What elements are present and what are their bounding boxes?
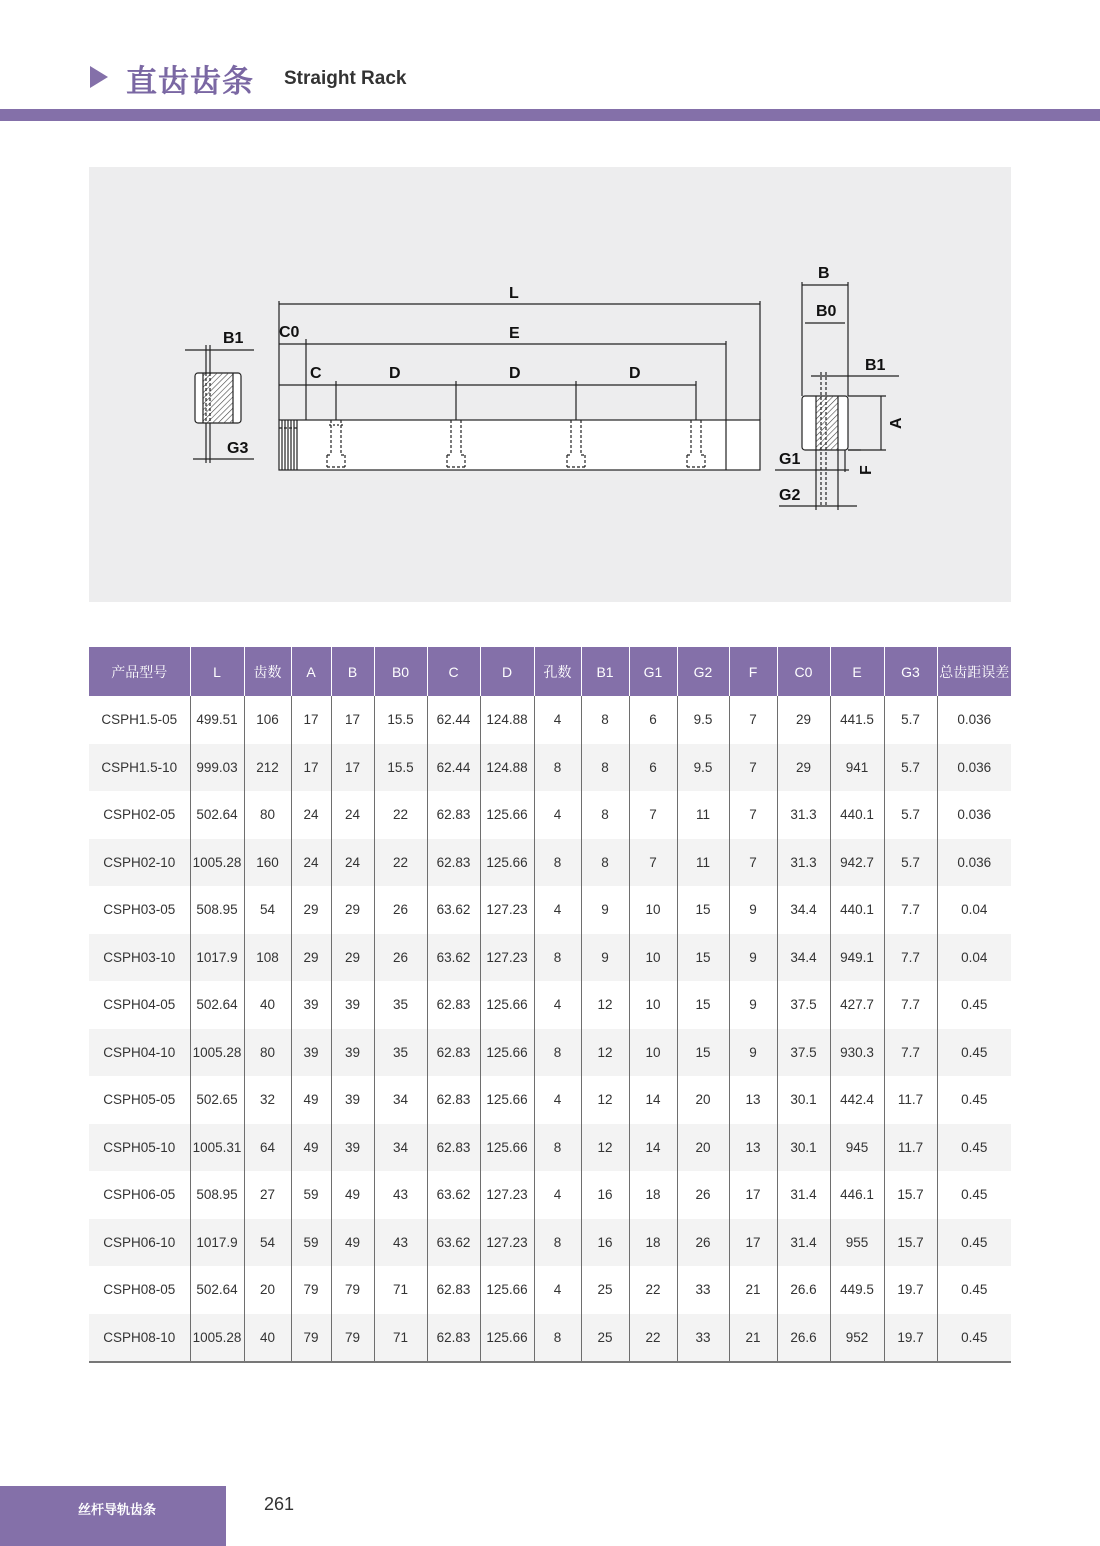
table-cell: 7 xyxy=(729,744,777,792)
table-cell: 26.6 xyxy=(777,1266,830,1314)
table-row xyxy=(89,981,1011,1029)
table-cell: 0.036 xyxy=(937,839,1011,887)
table-cell: 26 xyxy=(677,1219,729,1267)
table-cell: 8 xyxy=(581,839,629,887)
table-cell: 21 xyxy=(729,1266,777,1314)
table-cell: 29 xyxy=(331,934,374,982)
table-cell: 62.44 xyxy=(427,696,480,744)
table-cell: 125.66 xyxy=(480,1314,534,1363)
spec-table xyxy=(89,647,1011,1363)
table-cell: 10 xyxy=(629,1029,677,1077)
table-cell: 7.7 xyxy=(884,886,937,934)
model-cell: CSPH05-05 xyxy=(103,1092,176,1108)
table-cell: 127.23 xyxy=(480,1171,534,1219)
table-cell: 34 xyxy=(374,1124,427,1172)
dim-label-b: B xyxy=(818,265,830,282)
page-title-en: Straight Rack xyxy=(284,68,407,89)
table-cell: 62.83 xyxy=(427,839,480,887)
table-cell: 942.7 xyxy=(830,839,884,887)
table-cell: 11 xyxy=(677,839,729,887)
table-cell: 8 xyxy=(534,1314,581,1363)
table-cell: 8 xyxy=(534,1124,581,1172)
table-cell: 62.83 xyxy=(427,791,480,839)
table-cell: 502.64 xyxy=(190,791,244,839)
table-cell: 4 xyxy=(534,1266,581,1314)
table-cell: 442.4 xyxy=(830,1076,884,1124)
model-cell: CSPH02-10 xyxy=(89,839,190,887)
table-cell: 80 xyxy=(244,1029,291,1077)
table-cell: 955 xyxy=(830,1219,884,1267)
column-header: G2 xyxy=(677,647,729,696)
table-cell: 39 xyxy=(331,1076,374,1124)
table-cell: 62.83 xyxy=(427,981,480,1029)
table-cell: 35 xyxy=(374,1029,427,1077)
table-cell: 1017.9 xyxy=(190,1219,244,1267)
table-cell: 49 xyxy=(331,1219,374,1267)
table-cell: 7 xyxy=(729,696,777,744)
table-cell: 4 xyxy=(534,791,581,839)
table-cell: 21 xyxy=(729,1314,777,1363)
table-cell: 62.83 xyxy=(427,1266,480,1314)
table-cell: 7 xyxy=(629,791,677,839)
table-cell: 18 xyxy=(629,1219,677,1267)
table-cell: 54 xyxy=(244,1219,291,1267)
table-cell: 43 xyxy=(374,1171,427,1219)
table-cell: 49 xyxy=(291,1076,331,1124)
table-cell: 125.66 xyxy=(480,791,534,839)
table-cell: 8 xyxy=(534,1029,581,1077)
table-cell: 124.88 xyxy=(480,744,534,792)
table-row xyxy=(89,1029,1011,1077)
column-header: A xyxy=(291,647,331,696)
dim-label-d-3: D xyxy=(629,365,641,382)
table-cell: 71 xyxy=(374,1314,427,1363)
table-cell: 17 xyxy=(291,744,331,792)
table-cell: 9 xyxy=(729,934,777,982)
dim-label-e: E xyxy=(509,325,520,342)
dim-label-d-2: D xyxy=(509,365,521,382)
table-cell: 15 xyxy=(677,981,729,1029)
table-cell: 508.95 xyxy=(190,1171,244,1219)
table-cell: 446.1 xyxy=(830,1171,884,1219)
table-cell: 17 xyxy=(729,1171,777,1219)
table-cell: 125.66 xyxy=(480,1124,534,1172)
table-cell: 9 xyxy=(581,886,629,934)
table-cell: 4 xyxy=(534,1171,581,1219)
table-cell: 79 xyxy=(291,1314,331,1363)
column-header: B xyxy=(331,647,374,696)
table-cell: 952 xyxy=(830,1314,884,1363)
table-cell: 49 xyxy=(331,1171,374,1219)
technical-drawing-panel xyxy=(89,167,1011,602)
table-cell: 64 xyxy=(244,1124,291,1172)
table-cell: 29 xyxy=(331,886,374,934)
table-cell: 20 xyxy=(677,1124,729,1172)
table-cell: 0.036 xyxy=(937,696,1011,744)
table-row xyxy=(89,886,1011,934)
table-cell: 8 xyxy=(581,791,629,839)
table-cell: 4 xyxy=(534,696,581,744)
column-header: 产品型号 xyxy=(89,647,190,696)
table-cell: 12 xyxy=(581,1076,629,1124)
table-cell: 427.7 xyxy=(830,981,884,1029)
table-cell: 1005.28 xyxy=(190,839,244,887)
table-cell: 941 xyxy=(830,744,884,792)
table-cell: 499.51 xyxy=(190,696,244,744)
table-cell: 12 xyxy=(581,1029,629,1077)
table-cell: 0.04 xyxy=(937,934,1011,982)
table-cell: 12 xyxy=(581,1124,629,1172)
table-cell: 0.45 xyxy=(937,1171,1011,1219)
table-row xyxy=(89,1219,1011,1267)
table-cell: 11.7 xyxy=(884,1124,937,1172)
table-cell: 1017.9 xyxy=(190,934,244,982)
table-cell: 7.7 xyxy=(884,934,937,982)
table-cell: 29 xyxy=(291,886,331,934)
table-cell: 43 xyxy=(374,1219,427,1267)
table-cell: 14 xyxy=(629,1076,677,1124)
table-cell: 54 xyxy=(244,886,291,934)
table-cell: 24 xyxy=(291,791,331,839)
table-cell: 13 xyxy=(729,1076,777,1124)
table-cell: 71 xyxy=(374,1266,427,1314)
table-cell: 29 xyxy=(291,934,331,982)
table-cell: 16 xyxy=(581,1219,629,1267)
table-cell: 22 xyxy=(374,839,427,887)
table-cell: 26.6 xyxy=(777,1314,830,1363)
model-cell: CSPH03-05 xyxy=(103,902,176,918)
table-cell: 9.5 xyxy=(677,744,729,792)
model-cell: CSPH1.5-05 xyxy=(101,712,178,728)
table-cell: 31.3 xyxy=(777,791,830,839)
table-cell: 39 xyxy=(331,1029,374,1077)
table-cell: 62.83 xyxy=(427,1076,480,1124)
table-cell: 39 xyxy=(291,981,331,1029)
spec-table-header xyxy=(89,647,1011,696)
table-cell: 7.7 xyxy=(884,1029,937,1077)
footer-section-label: 丝杆导轨齿条 xyxy=(78,1503,157,1518)
table-cell: 0.45 xyxy=(937,1029,1011,1077)
table-cell: 9 xyxy=(729,1029,777,1077)
table-cell: 39 xyxy=(331,1124,374,1172)
table-cell: 127.23 xyxy=(480,1219,534,1267)
table-cell: 31.4 xyxy=(777,1219,830,1267)
model-cell: CSPH06-10 xyxy=(89,1219,190,1267)
table-cell: 63.62 xyxy=(427,934,480,982)
table-cell: 15.5 xyxy=(374,744,427,792)
table-cell: 31.4 xyxy=(777,1171,830,1219)
table-cell: 39 xyxy=(331,981,374,1029)
table-cell: 80 xyxy=(244,791,291,839)
column-header: B1 xyxy=(581,647,629,696)
table-cell: 25 xyxy=(581,1314,629,1363)
table-cell: 19.7 xyxy=(884,1266,937,1314)
page-title-cn: 直齿齿条 xyxy=(126,64,254,100)
table-cell: 949.1 xyxy=(830,934,884,982)
table-cell: 5.7 xyxy=(884,791,937,839)
table-cell: 34.4 xyxy=(777,886,830,934)
table-cell: 12 xyxy=(581,981,629,1029)
table-cell: 79 xyxy=(331,1314,374,1363)
table-cell: 106 xyxy=(244,696,291,744)
dim-label-g2: G2 xyxy=(779,487,801,504)
header-divider-bar xyxy=(0,109,1100,121)
model-cell: CSPH1.5-10 xyxy=(89,744,190,792)
dim-label-b1-right: B1 xyxy=(865,357,886,374)
table-cell: 40 xyxy=(244,1314,291,1363)
table-cell: 59 xyxy=(291,1219,331,1267)
table-cell: 22 xyxy=(629,1314,677,1363)
table-cell: 8 xyxy=(581,744,629,792)
table-cell: 37.5 xyxy=(777,981,830,1029)
table-cell: 7 xyxy=(729,839,777,887)
table-cell: 22 xyxy=(629,1266,677,1314)
column-header: G3 xyxy=(884,647,937,696)
table-cell: 27 xyxy=(244,1171,291,1219)
table-row xyxy=(89,839,1011,887)
dim-label-b0: B0 xyxy=(816,303,837,320)
model-cell: CSPH03-10 xyxy=(89,934,190,982)
table-cell: 40 xyxy=(244,981,291,1029)
table-cell: 0.45 xyxy=(937,1314,1011,1363)
table-cell: 125.66 xyxy=(480,981,534,1029)
table-cell: 8 xyxy=(534,1219,581,1267)
table-cell: 15 xyxy=(677,1029,729,1077)
table-cell: 441.5 xyxy=(830,696,884,744)
table-cell: 49 xyxy=(291,1124,331,1172)
table-cell: 7.7 xyxy=(884,981,937,1029)
table-cell: 440.1 xyxy=(830,886,884,934)
table-cell: 15.7 xyxy=(884,1171,937,1219)
table-cell: 9.5 xyxy=(677,696,729,744)
dim-label-f: F xyxy=(858,465,875,475)
column-header: C xyxy=(427,647,480,696)
model-cell: CSPH08-05 xyxy=(103,1282,176,1298)
table-cell: 31.3 xyxy=(777,839,830,887)
table-cell: 124.88 xyxy=(480,696,534,744)
model-cell: CSPH04-10 xyxy=(89,1029,190,1077)
table-row xyxy=(89,744,1011,792)
table-cell: 125.66 xyxy=(480,1076,534,1124)
table-cell: 125.66 xyxy=(480,1266,534,1314)
table-cell: 6 xyxy=(629,696,677,744)
table-cell: 125.66 xyxy=(480,839,534,887)
table-cell: 999.03 xyxy=(190,744,244,792)
table-cell: 5.7 xyxy=(884,744,937,792)
table-cell: 32 xyxy=(244,1076,291,1124)
table-row xyxy=(89,1171,1011,1219)
column-header: L xyxy=(190,647,244,696)
table-cell: 5.7 xyxy=(884,839,937,887)
table-header-row xyxy=(89,647,1011,696)
table-cell: 26 xyxy=(374,934,427,982)
table-cell: 30.1 xyxy=(777,1124,830,1172)
table-cell: 440.1 xyxy=(830,791,884,839)
table-cell: 1005.28 xyxy=(190,1314,244,1363)
table-cell: 62.83 xyxy=(427,1029,480,1077)
table-cell: 24 xyxy=(291,839,331,887)
table-row xyxy=(89,696,1011,744)
table-cell: 11 xyxy=(677,791,729,839)
model-cell: CSPH05-10 xyxy=(89,1124,190,1172)
table-cell: 9 xyxy=(729,886,777,934)
table-cell: 502.64 xyxy=(190,981,244,1029)
table-row xyxy=(89,1124,1011,1172)
table-cell: 7 xyxy=(729,791,777,839)
table-cell: 0.04 xyxy=(937,886,1011,934)
table-row xyxy=(89,934,1011,982)
table-cell: 34 xyxy=(374,1076,427,1124)
table-cell: 6 xyxy=(629,744,677,792)
table-cell: 24 xyxy=(331,839,374,887)
model-cell: CSPH02-05 xyxy=(103,807,176,823)
table-cell: 10 xyxy=(629,934,677,982)
table-cell: 29 xyxy=(777,744,830,792)
column-header: 总齿距误差 xyxy=(937,647,1011,696)
table-cell: 29 xyxy=(777,696,830,744)
table-cell: 0.45 xyxy=(937,981,1011,1029)
column-header: F xyxy=(729,647,777,696)
dim-label-l: L xyxy=(509,285,519,302)
table-cell: 30.1 xyxy=(777,1076,830,1124)
table-cell: 17 xyxy=(331,696,374,744)
table-cell: 9 xyxy=(581,934,629,982)
table-cell: 108 xyxy=(244,934,291,982)
column-header: G1 xyxy=(629,647,677,696)
table-cell: 39 xyxy=(291,1029,331,1077)
table-cell: 449.5 xyxy=(830,1266,884,1314)
table-row xyxy=(89,791,1011,839)
table-cell: 508.95 xyxy=(190,886,244,934)
table-cell: 26 xyxy=(677,1171,729,1219)
table-cell: 10 xyxy=(629,886,677,934)
column-header: E xyxy=(830,647,884,696)
table-cell: 25 xyxy=(581,1266,629,1314)
table-cell: 212 xyxy=(244,744,291,792)
table-cell: 0.45 xyxy=(937,1219,1011,1267)
dim-label-d-1: D xyxy=(389,365,401,382)
table-cell: 502.64 xyxy=(190,1266,244,1314)
table-cell: 5.7 xyxy=(884,696,937,744)
dim-label-g3: G3 xyxy=(227,440,249,457)
table-cell: 15 xyxy=(677,886,729,934)
table-cell: 18 xyxy=(629,1171,677,1219)
table-cell: 15.5 xyxy=(374,696,427,744)
table-cell: 33 xyxy=(677,1314,729,1363)
table-cell: 8 xyxy=(534,839,581,887)
table-cell: 127.23 xyxy=(480,886,534,934)
column-header: C0 xyxy=(777,647,830,696)
table-cell: 15.7 xyxy=(884,1219,937,1267)
table-cell: 4 xyxy=(534,981,581,1029)
table-cell: 33 xyxy=(677,1266,729,1314)
table-cell: 20 xyxy=(677,1076,729,1124)
table-cell: 17 xyxy=(331,744,374,792)
dim-label-g1: G1 xyxy=(779,451,801,468)
page-number: 261 xyxy=(264,1494,295,1514)
dim-label-c0: C0 xyxy=(279,324,300,341)
model-cell: CSPH04-05 xyxy=(103,997,176,1013)
triangle-right-icon xyxy=(90,66,108,88)
table-cell: 127.23 xyxy=(480,934,534,982)
table-cell: 11.7 xyxy=(884,1076,937,1124)
table-cell: 63.62 xyxy=(427,886,480,934)
column-header: 齿数 xyxy=(244,647,291,696)
dim-label-a: A xyxy=(888,417,905,429)
table-cell: 62.83 xyxy=(427,1124,480,1172)
table-cell: 16 xyxy=(581,1171,629,1219)
table-cell: 930.3 xyxy=(830,1029,884,1077)
table-row xyxy=(89,1076,1011,1124)
table-cell: 62.44 xyxy=(427,744,480,792)
table-cell: 4 xyxy=(534,1076,581,1124)
table-cell: 7 xyxy=(629,839,677,887)
table-cell: 17 xyxy=(729,1219,777,1267)
table-cell: 79 xyxy=(291,1266,331,1314)
rack-technical-drawing xyxy=(89,167,1011,602)
table-cell: 14 xyxy=(629,1124,677,1172)
table-cell: 79 xyxy=(331,1266,374,1314)
table-cell: 24 xyxy=(331,791,374,839)
table-cell: 62.83 xyxy=(427,1314,480,1363)
table-cell: 9 xyxy=(729,981,777,1029)
table-row xyxy=(89,1266,1011,1314)
spec-table-body xyxy=(89,696,1011,1362)
table-cell: 15 xyxy=(677,934,729,982)
table-cell: 63.62 xyxy=(427,1171,480,1219)
table-cell: 17 xyxy=(291,696,331,744)
table-cell: 35 xyxy=(374,981,427,1029)
table-cell: 59 xyxy=(291,1171,331,1219)
table-cell: 1005.28 xyxy=(190,1029,244,1077)
table-cell: 502.65 xyxy=(190,1076,244,1124)
table-cell: 0.45 xyxy=(937,1076,1011,1124)
table-cell: 8 xyxy=(534,934,581,982)
dim-label-b1-left: B1 xyxy=(223,330,244,347)
model-cell: CSPH06-05 xyxy=(103,1187,176,1203)
table-cell: 10 xyxy=(629,981,677,1029)
table-cell: 0.45 xyxy=(937,1124,1011,1172)
table-cell: 0.036 xyxy=(937,744,1011,792)
table-cell: 0.45 xyxy=(937,1266,1011,1314)
table-cell: 22 xyxy=(374,791,427,839)
table-cell: 63.62 xyxy=(427,1219,480,1267)
table-cell: 34.4 xyxy=(777,934,830,982)
table-row xyxy=(89,1314,1011,1363)
column-header: B0 xyxy=(374,647,427,696)
table-cell: 19.7 xyxy=(884,1314,937,1363)
table-cell: 8 xyxy=(534,744,581,792)
column-header: D xyxy=(480,647,534,696)
table-cell: 37.5 xyxy=(777,1029,830,1077)
table-cell: 945 xyxy=(830,1124,884,1172)
table-cell: 160 xyxy=(244,839,291,887)
table-cell: 4 xyxy=(534,886,581,934)
table-cell: 8 xyxy=(581,696,629,744)
table-cell: 1005.31 xyxy=(190,1124,244,1172)
table-cell: 125.66 xyxy=(480,1029,534,1077)
model-cell: CSPH08-10 xyxy=(89,1314,190,1363)
dim-label-c: C xyxy=(310,365,322,382)
table-cell: 13 xyxy=(729,1124,777,1172)
table-cell: 0.036 xyxy=(937,791,1011,839)
table-cell: 26 xyxy=(374,886,427,934)
column-header: 孔数 xyxy=(534,647,581,696)
right-side-view xyxy=(775,282,899,510)
table-cell: 20 xyxy=(244,1266,291,1314)
